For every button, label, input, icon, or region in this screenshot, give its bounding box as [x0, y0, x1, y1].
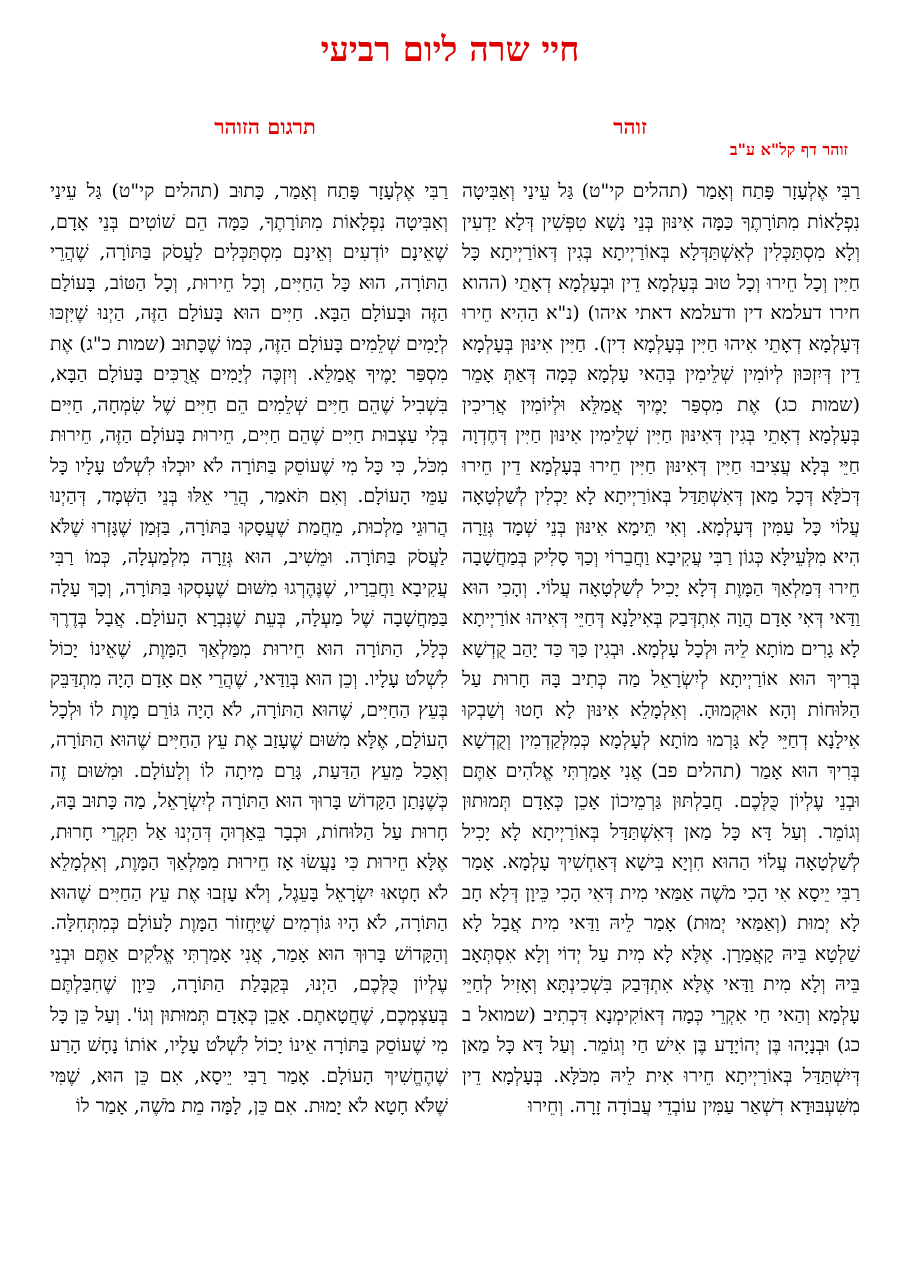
targum-text-column [50, 176, 448, 1266]
page-title: חיי שרה ליום רביעי [320, 30, 580, 70]
zohar-paragraph: רַבִּי אֶלְעָזָר פָּתַח וְאָמַר (תהלים קי"ט) גַּל עֵינַי וְאַבִּיטָה נִפְלָאוֹת מִתּוֹרָתֶךָ כַּמָּה אִינּוּן בְּנֵי נָשָׁא טִפְּשִׁין דְּלָא יַדְעִין וְלָא מִסְתַּכְּלִין לְאִשְׁתַּדְּלָא בְּאוֹרַיְיתָא בְּגִין דְּאוֹרַיְיתָא כָּל חַיִּין וְכָל חֵירוּ וְכָל טוּב בְּעָלְמָא דֵין וּבְעָלְמָא דְאָתֵי (ההוא חירו דעלמא דין ודעלמא דאתי איהו) (נ"א הַהִיא חֵירוּ דְּעָלְמָא דְאָתֵי אִיהוּ חַיִּין בְּעָלְמָא דִין). חַיִּין אִינּוּן בְּעָלְמָא דֵין דְּיִזְכּוּן לְיוֹמִין שְׁלֵימִין בְּהַאי עָלְמָא כְּמָה דְּאַתְּ אָמֵר (שמות כג) אֶת מִסְפַּר יָמֶיךָ אֲמַלֵּא וּלְיוֹמִין אֲרִיכִין בְּעָלְמָא דְאָתֵי בְּגִין דְּאִינּוּן חַיִּין שְׁלֵימִין אִינּוּן חַיִּין דְּחֶדְוָה חַיֵּי בְּלָא עֲצִיבוּ חַיִּין דְּאִינּוּן חַיִּין חֵירוּ בְּעָלְמָא דֵין חֵירוּ דְּכֹלָּא דְּכָל מַאן דְּאִשְׁתַּדַּל בְּאוֹרַיְיתָא לָא יַכְלִין לְשַׁלְטָאָה עֲלוֹי כָּל עַמִּין דְּעָלְמָא. וְאִי תֵּימָא אִינּוּן בְּנֵי שְׁמָד גְּזֵרָה הִיא מִלְּעֵילָּא כְּגוֹן רַבִּי עֲקִיבָא וַחֲבֵרוֹי וְכַךְ סָלִיק בְּמַחֲשָׁבָה חֵירוּ דְּמַלְאַךְ הַמָּוֶת דְּלָא יָכִיל לְשַׁלְטָאָה עֲלוֹי. וְהָכִי הוּא וַדַּאי דְּאִי אָדָם הֲוָה אִתְדְּבַק בְּאִילָנָא דְּחַיֵּי דְּאִיהוּ אוֹרַיְיתָא לָא גָרִים מוֹתָא לֵיהּ וּלְכָל עָלְמָא. וּבְגִין כַּךְ כַּד יָהַב קֻדְשָׁא בְּרִיךְ הוּא אוֹרַיְיתָא לְיִשְׂרָאֵל מַה כְּתִיב בָּהּ חָרוּת עַל הַלּוּחוֹת וְהָא אוּקְמוּהָ. וְאִלְמָלֵא אִינּוּן לָא חָטוּ וְשַׁבְקוּ אִילָנָא דְחַיֵּי לָא גָּרְמוּ מוֹתָא לְעָלְמָא כְּמִלְּקַדְמִין וְקֻדְשָׁא בְּרִיךְ הוּא אָמַר (תהלים פב) אֲנִי אָמַרְתִּי אֱלֹהִים אַתֶּם וּבְנֵי עֶלְיוֹן כֻּלְּכֶם. חֲבַלְתּוּן גַּרְמֵיכוֹן אָכֵן כְּאָדָם תְּמוּתוּן וְגוֹמֵר. וְעַל דָּא כָּל מַאן דְּאִשְׁתַּדַּל בְּאוֹרַיְיתָא לָא יָכִיל לְשַׁלְטָאָה עֲלוֹי הַהוּא חִוְיָא בִּישָׁא דְּאַחְשִׁיךְ עָלְמָא. אָמַר רַבִּי יֵיסָא אִי הָכִי מֹשֶׁה אַמַּאי מִית דְּאִי הָכִי כֵּיוָן דְּלָא חָב לָא יְמוּת (וְאַמַּאי יְמוּת) אָמַר לֵיהּ וַדַּאי מִית אֲבָל לָא שַׁלְטָא בֵּיהּ קָאֲמַרָן. אֶלָּא לָא מִית עַל יְדוֹי וְלָא אִסְתְּאָב בֵּיהּ וְלָא מִית וַדַּאי אֶלָּא אִתְדְּבַק בִּשְׁכִינְתָּא וְאָזִיל לְחַיֵּי עָלְמָא וְהַאי חַי אִקְרֵי כְּמָה דְּאוֹקִימְנָא דִּכְתִיב (שמואל ב כג) וּבְנָיָהוּ בֶּן יְהוֹיָדָע בֶּן אִישׁ חַי וְגוֹמֵר. וְעַל דָּא כָּל מַאן דְּיִשְׁתַּדַּל בְּאוֹרַיְיתָא חֵירוּ אִית לֵיהּ מִכֹּלָּא. בְּעָלְמָא דֵין מִשִּׁעְבּוּדָא דִשְׁאַר עַמִּין עוֹבְדֵי עֲבוֹדָה זָרָה. וְחֵירוּ [462, 180, 860, 1117]
zohar-column-heading: זוהר [613, 114, 647, 139]
targum-column-heading: תרגום הזוהר [214, 114, 316, 139]
page-reference: זוהר דף קל"א ע"ב [729, 140, 848, 159]
zohar-text-column [462, 176, 860, 1266]
targum-paragraph: רַבִּי אֶלְעָזָר פָּתַח וְאָמַר, כָּתוּב (תהלים קי"ט) גַּל עֵינַי וְאַבִּיטָה נִפְלָאוֹת מִתּוֹרָתֶךָ, כַּמָּה הֵם שׁוֹטִים בְּנֵי אָדָם, שֶׁאֵינָם יוֹדְעִים וְאֵינָם מִסְתַּכְּלִים לַעֲסֹק בַּתּוֹרָה, שֶׁהֲרֵי הַתּוֹרָה, הוּא כָּל הַחַיִּים, וְכָל חֵירוּת, וְכָל הַטּוֹב, בָּעוֹלָם הַזֶּה וּבָעוֹלָם הַבָּא. חַיִּים הוּא בָּעוֹלָם הַזֶּה, הַיְנוּ שֶׁיִּזְכּוּ לְיָמִים שְׁלֵמִים בָּעוֹלָם הַזֶּה, כְּמוֹ שֶׁכָּתוּב (שמות כ"ג) אֶת מִסְפַּר יָמֶיךָ אֲמַלֵּא. וְיִזְכֶּה לְיָמִים אֲרֻכִּים בָּעוֹלָם הַבָּא, בִּשְׁבִיל שֶׁהֵם חַיִּים שְׁלֵמִים הֵם חַיִּים שֶׁל שִׂמְחָה, חַיִּים בְּלִי עַצְבוּת חַיִּים שֶׁהֵם חַיִּים, חֵירוּת בָּעוֹלָם הַזֶּה, חֵירוּת מִכֹּל, כִּי כָּל מִי שֶׁעוֹסֵק בַּתּוֹרָה לֹא יוּכְלוּ לִשְׁלֹט עָלָיו כָּל עַמֵּי הָעוֹלָם. וְאִם תֹּאמַר, הֲרֵי אֵלּוּ בְּנֵי הַשְּׁמָד, דְּהַיְנוּ הֲרוּגֵי מַלְכוּת, מֵחֲמַת שֶׁעֲסָקוּ בַּתּוֹרָה, בַּזְּמַן שֶׁגָּזְרוּ שֶׁלֹּא לַעֲסֹק בַּתּוֹרָה. וּמֵשִׁיב, הוּא גְּזֵרָה מִלְמַעְלָה, כְּמוֹ רַבִּי עֲקִיבָא וַחֲבֵרָיו, שֶׁנֶּהֶרְגוּ מִשּׁוּם שֶׁעָסְקוּ בַּתּוֹרָה, וְכָךְ עָלָה בַּמַּחֲשָׁבָה שֶׁל מַעְלָה, בְּעֵת שֶׁנִּבְרָא הָעוֹלָם. אֲבָל בְּדֶרֶךְ כְּלָל, הַתּוֹרָה הוּא חֵירוּת מִמַּלְאַךְ הַמָּוֶת, שֶׁאֵינוֹ יָכוֹל לִשְׁלֹט עָלָיו. וְכֵן הוּא בְּוַדַּאי, שֶׁהֲרֵי אִם אָדָם הָיָה מִתְדַּבֵּק בְּעֵץ הַחַיִּים, שֶׁהוּא הַתּוֹרָה, לֹא הָיָה גּוֹרֵם מָוֶת לוֹ וּלְכָל הָעוֹלָם, אֶלָּא מִשּׁוּם שֶׁעָזַב אֶת עֵץ הַחַיִּים שֶׁהוּא הַתּוֹרָה, וְאָכַל מֵעֵץ הַדַּעַת, גָּרַם מִיתָה לוֹ וְלָעוֹלָם. וּמִשּׁוּם זֶה כְּשֶׁנָּתַן הַקָּדוֹשׁ בָּרוּךְ הוּא הַתּוֹרָה לְיִשְׂרָאֵל, מַה כָּתוּב בָּהּ, חָרוּת עַל הַלּוּחוֹת, וּכְבָר בֵּאַרְוּהָ דְּהַיְנוּ אַל תִּקְרֵי חָרוּת, אֶלָּא חֵירוּת כִּי נַעֲשׂוּ אָז חֵירוּת מִמַּלְאַךְ הַמָּוֶת, וְאִלְמָלֵא לֹא חָטְאוּ יִשְׂרָאֵל בָּעֵגֶל, וְלֹא עָזְבוּ אֶת עֵץ הַחַיִּים שֶׁהוּא הַתּוֹרָה, לֹא הָיוּ גּוֹרְמִים שֶׁיַּחֲזוֹר הַמָּוֶת לָעוֹלָם כְּמִתְּחִלָּה. וְהַקָּדוֹשׁ בָּרוּךְ הוּא אָמַר, אֲנִי אָמַרְתִּי אֱלֹקִים אַתֶּם וּבְנֵי עֶלְיוֹן כֻּלְּכֶם, הַיְנוּ, בְּקַבָּלַת הַתּוֹרָה, כֵּיוָן שֶׁחִבַּלְתֶּם בְּעַצְמְכֶם, שֶׁחֲטָאתֶם. אָכֵן כְּאָדָם תְּמוּתוּן וְגוֹ'. וְעַל כֵּן כָּל מִי שֶׁעוֹסֵק בַּתּוֹרָה אֵינוֹ יָכוֹל לִשְׁלֹט עָלָיו, אוֹתוֹ נָחָשׁ הָרַע שֶׁהֶחֱשִׁיךְ הָעוֹלָם. אָמַר רַבִּי יֵיסָא, אִם כֵּן הוּא, שֶׁמִּי שֶׁלֹּא חָטָא לֹא יָמוּת. אִם כֵּן, לָמָּה מֵת מֹשֶׁה, אָמַר לוֹ [50, 180, 448, 1117]
